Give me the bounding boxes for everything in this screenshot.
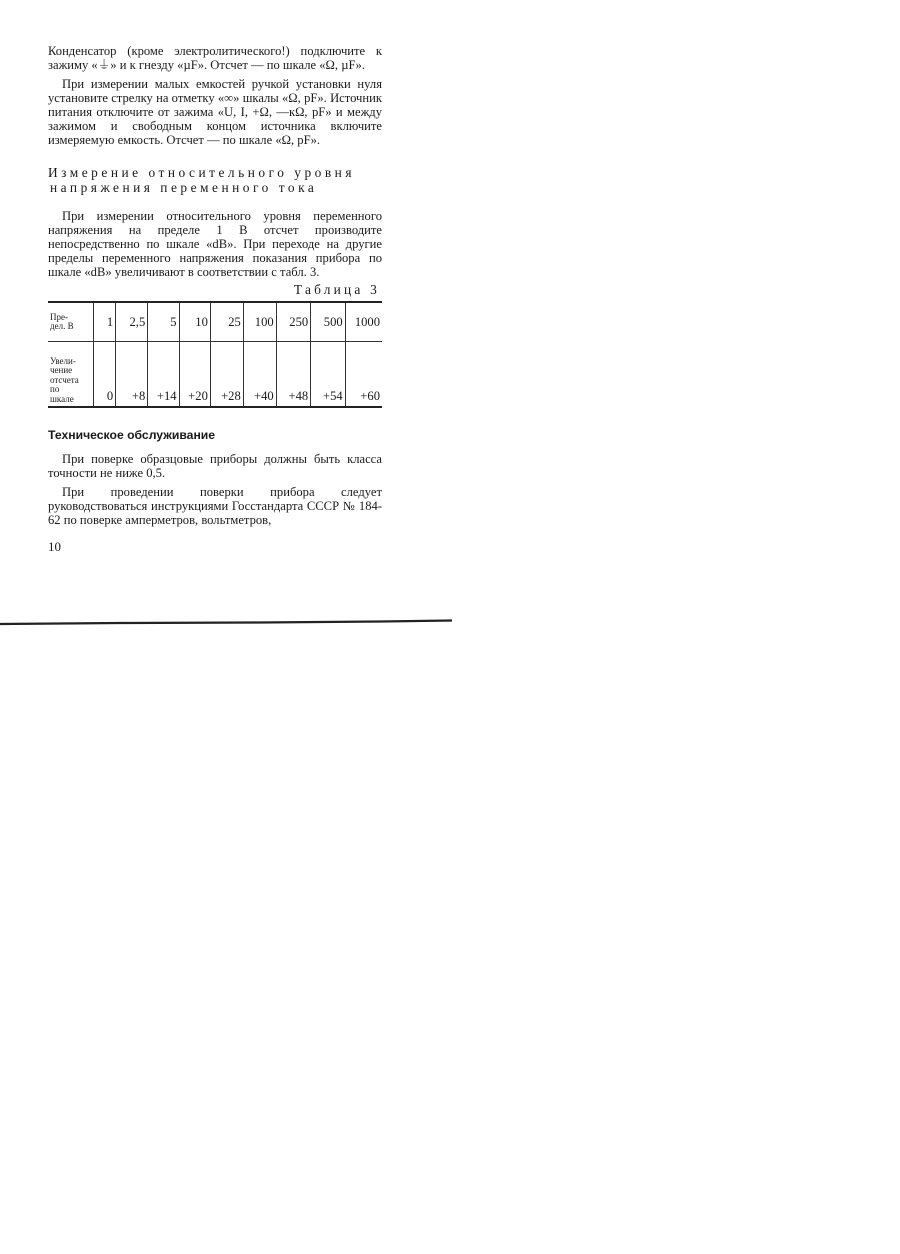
increment-cell: +60 (345, 342, 382, 408)
section-title-line-2: напряжения переменного тока (50, 180, 318, 195)
row-header-limit: Пре- дел. В (48, 302, 93, 342)
document-page (48, 44, 382, 554)
section-title-line-1: Измерение относительного уровня (48, 165, 356, 180)
limit-cell: 2,5 (116, 302, 148, 342)
increment-cell: +48 (276, 342, 311, 408)
table-caption: Таблица 3 (293, 282, 380, 297)
page-number: 10 (48, 539, 61, 554)
limit-cell: 5 (148, 302, 179, 342)
increment-cell: +20 (179, 342, 210, 408)
table-row-limits (48, 302, 382, 342)
increment-cell: +40 (243, 342, 276, 408)
limit-cell: 10 (179, 302, 210, 342)
increment-cell: +28 (210, 342, 243, 408)
section-title (48, 165, 382, 195)
heading-maintenance: Техническое обслуживание (48, 428, 216, 442)
paragraph-verification-class: При поверке образцовые приборы должны быть класса точности не ниже 0,5. (48, 452, 382, 480)
row-header-increment: Увели- чение отсчета по шкале (48, 342, 93, 408)
paragraph-small-capacitance: При измерении малых емкостей ручкой установки нуля установите стрелку на отметку «∞» шкалы «Ω, pF». Источник питания отключите от зажима «U, I, +Ω, —кΩ, pF» и между зажимом и свободным концом источника включите измеряемую емкость. Отсчет — по шкале «Ω, pF». (48, 77, 382, 147)
limit-cell: 1 (93, 302, 115, 342)
limit-cell: 25 (210, 302, 243, 342)
table-3 (48, 301, 382, 408)
limit-cell: 500 (311, 302, 346, 342)
increment-cell: 0 (93, 342, 115, 408)
paragraph-verification-instructions: При проведении поверки прибора следует руководствоваться инструкциями Госстандарта СССР № 184-62 по поверке амперметров, вольтметров, (48, 485, 382, 527)
limit-cell: 100 (243, 302, 276, 342)
table-row-increment (48, 342, 382, 408)
increment-cell: +14 (148, 342, 179, 408)
increment-cell: +8 (116, 342, 148, 408)
limit-cell: 1000 (345, 302, 382, 342)
scan-edge-rule (0, 617, 452, 627)
paragraph-relative-level: При измерении относительного уровня переменного напряжения на пределе 1 В отсчет производите непосредственно по шкале «dB». При переходе на другие пределы переменного напряжения показания прибора по шкале «dB» увеличивают в соответствии с табл. 3. (48, 209, 382, 279)
limit-cell: 250 (276, 302, 311, 342)
paragraph-capacitor-connection: Конденсатор (кроме электролитического!) подключите к зажиму «⏚» и к гнезду «µF». Отсчет — по шкале «Ω, µF». (48, 44, 382, 72)
increment-cell: +54 (311, 342, 346, 408)
